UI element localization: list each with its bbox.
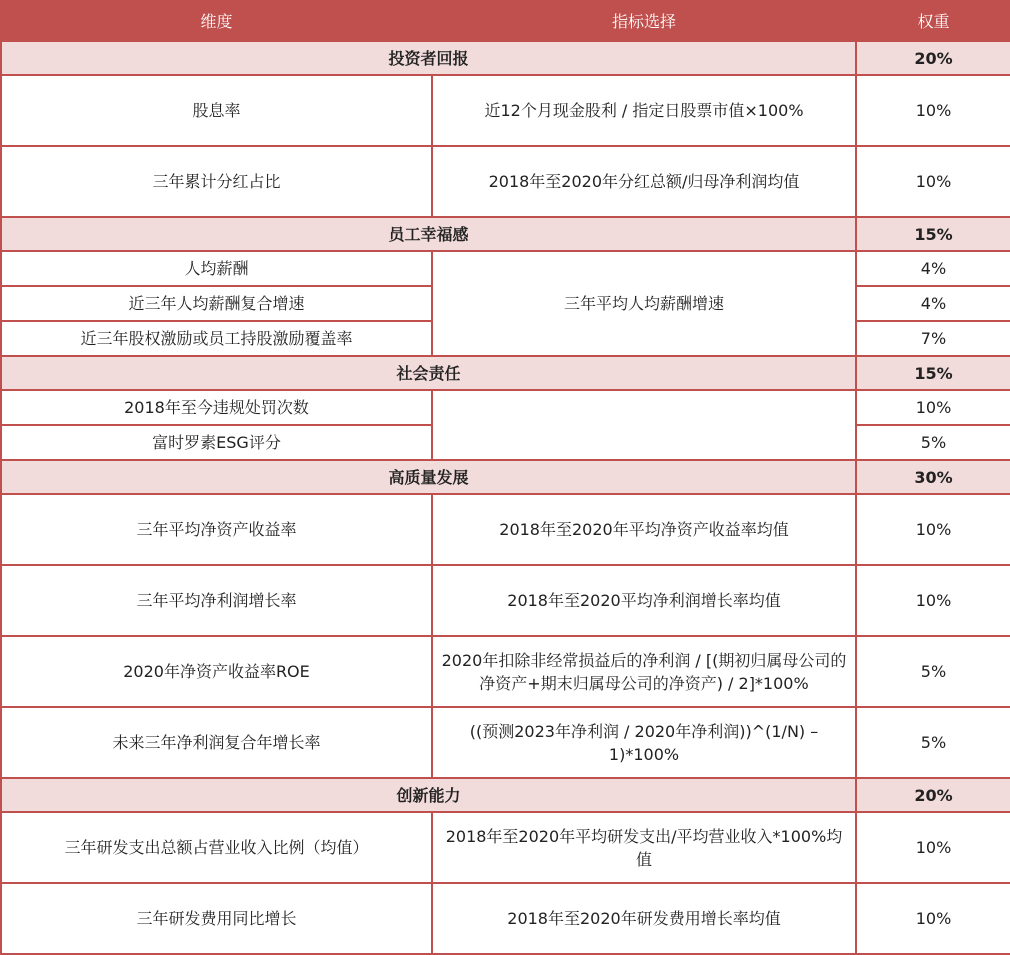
- table-row: [1, 812, 1010, 883]
- dimension-cell: 2020年净资产收益率ROE: [1, 636, 432, 707]
- table-row: [1, 390, 1010, 425]
- table-row: [1, 146, 1010, 217]
- weight-cell: 4%: [856, 286, 1010, 321]
- header-dimension: 维度: [1, 1, 432, 41]
- weight-cell: 7%: [856, 321, 1010, 356]
- header-indicator: 指标选择: [432, 1, 856, 41]
- category-weight: 15%: [856, 217, 1010, 251]
- dimension-cell: 近三年人均薪酬复合增速: [1, 286, 432, 321]
- dimension-cell: 三年平均净利润增长率: [1, 565, 432, 636]
- category-name: 员工幸福感: [1, 217, 856, 251]
- dimension-cell: 三年平均净资产收益率: [1, 494, 432, 565]
- category-weight: 30%: [856, 460, 1010, 494]
- weight-cell: 10%: [856, 146, 1010, 217]
- table-row: [1, 636, 1010, 707]
- weight-cell: 5%: [856, 636, 1010, 707]
- dimension-cell: 股息率: [1, 75, 432, 146]
- indicator-cell: 2018年至2020年分红总额/归母净利润均值: [432, 146, 856, 217]
- table-row: [1, 707, 1010, 778]
- table-row: [1, 251, 1010, 286]
- category-row: [1, 778, 1010, 812]
- dimension-cell: 三年研发费用同比增长: [1, 883, 432, 954]
- weight-cell: 4%: [856, 251, 1010, 286]
- header-row: [1, 1, 1010, 41]
- dimension-cell: 富时罗素ESG评分: [1, 425, 432, 460]
- dimension-cell: 近三年股权激励或员工持股激励覆盖率: [1, 321, 432, 356]
- weight-cell: 10%: [856, 390, 1010, 425]
- table-row: [1, 565, 1010, 636]
- category-name: 创新能力: [1, 778, 856, 812]
- category-weight: 20%: [856, 778, 1010, 812]
- indicator-cell-empty: [432, 390, 856, 460]
- category-row: [1, 41, 1010, 75]
- dimension-cell: 三年累计分红占比: [1, 146, 432, 217]
- category-weight: 15%: [856, 356, 1010, 390]
- dimension-cell: 三年研发支出总额占营业收入比例（均值）: [1, 812, 432, 883]
- dimension-cell: 未来三年净利润复合年增长率: [1, 707, 432, 778]
- weight-cell: 10%: [856, 883, 1010, 954]
- indicator-cell: 近12个月现金股利 / 指定日股票市值×100%: [432, 75, 856, 146]
- weight-cell: 10%: [856, 494, 1010, 565]
- weight-cell: 10%: [856, 812, 1010, 883]
- weight-cell: 5%: [856, 707, 1010, 778]
- indicator-cell: 2018年至2020平均净利润增长率均值: [432, 565, 856, 636]
- indicator-cell: 2018年至2020年平均净资产收益率均值: [432, 494, 856, 565]
- weight-cell: 10%: [856, 75, 1010, 146]
- category-row: [1, 217, 1010, 251]
- category-weight: 20%: [856, 41, 1010, 75]
- category-name: 社会责任: [1, 356, 856, 390]
- indicator-cell: 2018年至2020年研发费用增长率均值: [432, 883, 856, 954]
- dimension-cell: 人均薪酬: [1, 251, 432, 286]
- table-row: [1, 883, 1010, 954]
- category-row: [1, 460, 1010, 494]
- category-row: [1, 356, 1010, 390]
- dimension-cell: 2018年至今违规处罚次数: [1, 390, 432, 425]
- header-weight: 权重: [856, 1, 1010, 41]
- category-name: 高质量发展: [1, 460, 856, 494]
- weight-cell: 10%: [856, 565, 1010, 636]
- category-name: 投资者回报: [1, 41, 856, 75]
- table-row: [1, 494, 1010, 565]
- weight-cell: 5%: [856, 425, 1010, 460]
- table-row: [1, 75, 1010, 146]
- indicator-cell: 2018年至2020年平均研发支出/平均营业收入*100%均值: [432, 812, 856, 883]
- indicator-cell: 2020年扣除非经常损益后的净利润 / [(期初归属母公司的净资产+期末归属母公司的净资产) / 2]*100%: [432, 636, 856, 707]
- indicator-cell: 三年平均人均薪酬增速: [432, 251, 856, 356]
- indicator-cell: ((预测2023年净利润 / 2020年净利润))^(1/N) – 1)*100%: [432, 707, 856, 778]
